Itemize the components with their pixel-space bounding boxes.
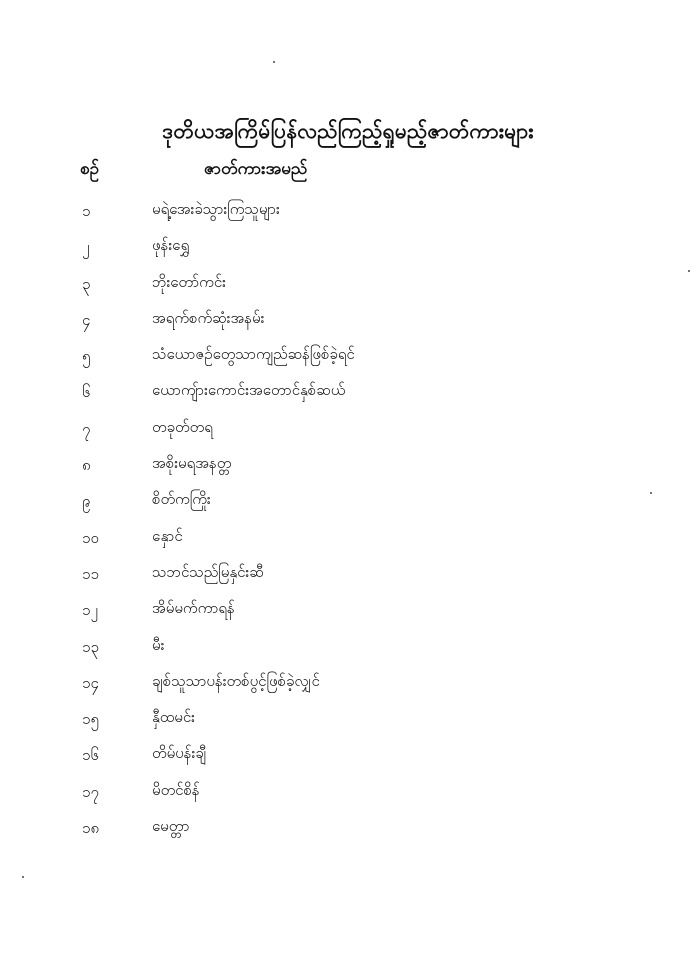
film-title: ယောကျ်ားကောင်းအတောင်နှစ်ဆယ် xyxy=(152,381,346,400)
film-title: သံယောဇဉ်တွေသာကျည်ဆန်ဖြစ်ခဲ့ရင် xyxy=(152,345,355,364)
row-number: ၁၇ xyxy=(82,782,99,801)
list-item xyxy=(0,634,696,670)
row-number: ၁၅ xyxy=(82,710,99,729)
film-title: အရက်စက်ဆုံးအနမ်း xyxy=(152,308,265,327)
film-title: အစိုးမရအနတ္တ xyxy=(152,454,232,473)
scan-speck xyxy=(688,270,690,272)
column-header-film-title: ဇာတ်ကားအမည် xyxy=(204,159,308,179)
film-title: တခုတ်တရ xyxy=(152,417,213,436)
list-item xyxy=(0,488,696,524)
scan-speck xyxy=(650,492,652,494)
film-title: စိတ်ကကြိုး xyxy=(152,490,211,509)
list-item xyxy=(0,198,696,234)
film-title: တိမ်ပန်းချီ xyxy=(152,744,207,763)
row-number: ၁၈ xyxy=(82,819,100,838)
scan-speck xyxy=(22,876,24,878)
row-number: ၃ xyxy=(82,274,91,293)
list-item xyxy=(0,706,696,742)
list-item xyxy=(0,234,696,270)
film-title: သဘင်သည်မြနှင်းဆီ xyxy=(152,562,264,581)
list-item xyxy=(0,307,696,343)
row-number: ၈ xyxy=(82,456,91,475)
list-item xyxy=(0,815,696,851)
film-title: နှောင် xyxy=(152,526,183,545)
row-number: ၁၁ xyxy=(82,564,99,583)
list-item xyxy=(0,779,696,815)
row-number: ၂ xyxy=(82,238,90,257)
list-item xyxy=(0,525,696,561)
film-title: ဖုန်းရွှေ xyxy=(152,236,190,255)
row-number: ၇ xyxy=(82,419,91,438)
document-title: ဒုတိယအကြိမ်ပြန်လည်ကြည့်ရှုမည့်ဇာတ်ကားများ xyxy=(162,119,534,143)
film-title: မိတင်စိန် xyxy=(152,780,200,799)
list-item xyxy=(0,670,696,706)
row-number: ၁၄ xyxy=(82,673,99,692)
list-item xyxy=(0,379,696,415)
list-item xyxy=(0,561,696,597)
list-item xyxy=(0,271,696,307)
scan-speck xyxy=(273,61,275,63)
column-header-number: စဉ် xyxy=(80,159,99,179)
row-number: ၁၃ xyxy=(82,637,99,656)
film-title: နှီထမင်း xyxy=(152,708,195,727)
row-number: ၁၆ xyxy=(82,746,99,765)
row-number: ၉ xyxy=(82,492,91,511)
film-title: မေတ္တာ xyxy=(152,817,190,836)
row-number: ၁၂ xyxy=(82,601,98,620)
list-item xyxy=(0,343,696,379)
list-item xyxy=(0,742,696,778)
row-number: ၆ xyxy=(82,383,91,402)
list-item xyxy=(0,452,696,488)
row-number: ၄ xyxy=(82,310,91,329)
film-title: ဘိုးတော်ကင်း xyxy=(152,272,226,291)
row-number: ၁၀ xyxy=(82,528,99,547)
list-item xyxy=(0,597,696,633)
film-title: အိမ်မက်ကာရန် xyxy=(152,599,235,618)
film-list xyxy=(0,198,696,851)
list-item xyxy=(0,416,696,452)
row-number: ၁ xyxy=(82,202,91,220)
film-title: ချစ်သူသာပန်းတစ်ပွင့်ဖြစ်ခဲ့လျှင် xyxy=(152,671,320,690)
row-number: ၅ xyxy=(82,347,91,366)
film-title: မရဲ့အေးခဲသွားကြသူများ xyxy=(152,200,280,218)
film-title: မီး xyxy=(152,635,165,654)
